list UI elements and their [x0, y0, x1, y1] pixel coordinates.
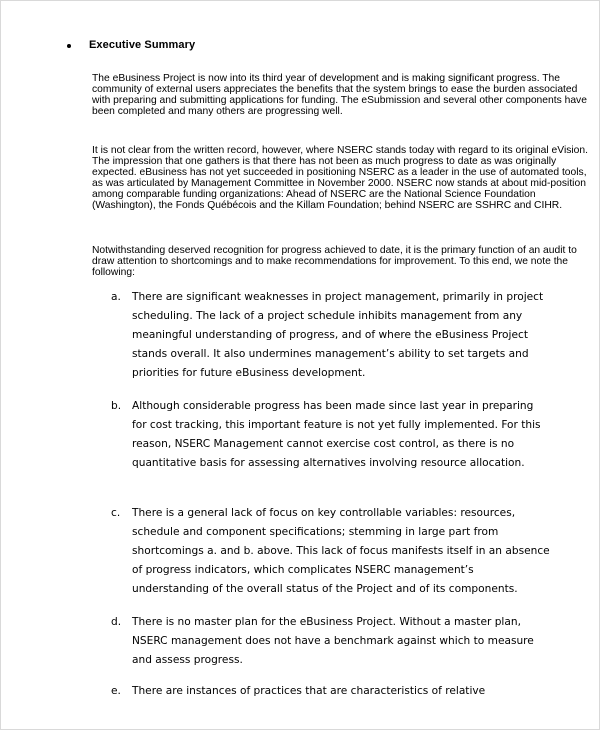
finding-text: There are instances of practices that are characteristics of relative: [132, 685, 486, 697]
finding-item-b: [111, 397, 551, 473]
audit-purpose-paragraph: Notwithstanding deserved recognition for progress achieved to date, it is the primary function of an audit to draw attention to shortcomings and to make recommendations for improvement. To this end, we note the following:: [92, 245, 577, 278]
bullet-icon: [67, 44, 71, 48]
section-title: Executive Summary: [89, 39, 196, 51]
list-marker: e.: [111, 685, 121, 697]
section-heading: [67, 39, 195, 51]
finding-text: Although considerable progress has been made since last year in preparing for cost tracking, this important feature is not yet fully implemented. For this reason, NSERC Management cannot exercise cost control, as there is no quantitative basis for assessing alternatives involving resource allocation.: [132, 400, 541, 469]
finding-item-e: [111, 682, 551, 701]
list-marker: a.: [111, 291, 121, 303]
list-marker: b.: [111, 400, 122, 412]
finding-text: There are significant weaknesses in project management, primarily in project scheduling. The lack of a project schedule inhibits management from any meaningful understanding of progress, and of where the eBusiness Project stands overall. It also undermines management’s ability to set targets and priorities for future eBusiness development.: [132, 291, 544, 379]
intro-paragraph: The eBusiness Project is now into its third year of development and is making significant progress. The community of external users appreciates the benefits that the system brings to ease the burden associated with preparing and submitting applications for funding. The eSubmission and several other components have been completed and many others are progressing well.: [92, 73, 587, 117]
list-marker: d.: [111, 616, 122, 628]
finding-text: There is a general lack of focus on key controllable variables: resources, schedule and component specifications; stemming in large part from shortcomings a. and b. above. This lack of focus manifests itself in an absence of progress indicators, which complicates NSERC management’s understanding of the overall status of the Project and of its components.: [132, 507, 550, 595]
list-marker: c.: [111, 507, 121, 519]
context-paragraph: It is not clear from the written record, however, where NSERC stands today with regard to its original eVision. The impression that one gathers is that there has not been as much progress to date as was originally expected. eBusiness has not yet succeeded in positioning NSERC as a leader in the use of automated tools, as was articulated by Management Committee in November 2000. NSERC now stands at about mid-position among comparable funding organizations: Ahead of NSERC are the National Science Foundation (Washington), the Fonds Québécois and the Killam Foundation; behind NSERC are SSHRC and CIHR.: [92, 145, 589, 211]
finding-text: There is no master plan for the eBusiness Project. Without a master plan, NSERC management does not have a benchmark against which to measure and assess progress.: [132, 616, 534, 666]
finding-item-c: [111, 504, 551, 599]
finding-item-d: [111, 613, 551, 670]
finding-item-a: [111, 288, 551, 383]
